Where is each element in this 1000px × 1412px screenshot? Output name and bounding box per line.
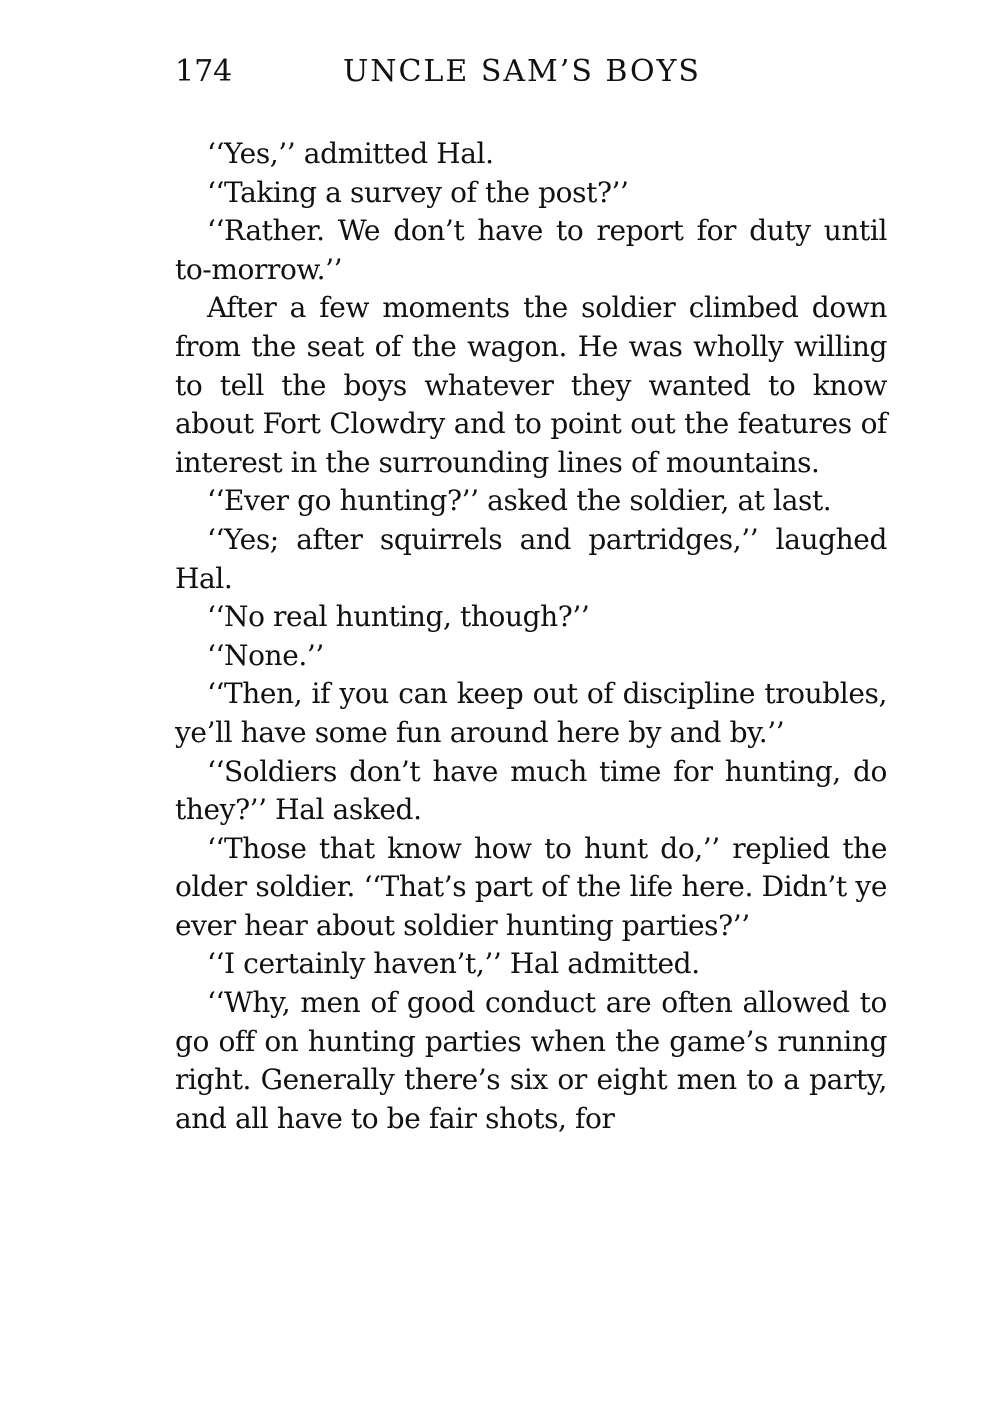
paragraph: ‘‘Rather. We don’t have to report for duty until to-morrow.’’ xyxy=(175,214,887,286)
running-title: UNCLE SAM’S BOYS xyxy=(343,54,701,89)
paragraph: ‘‘Ever go hunting?’’ asked the soldier, at last. xyxy=(207,484,832,518)
page-number: 174 xyxy=(175,54,233,89)
paragraph: ‘‘Yes,’’ admitted Hal. xyxy=(207,137,494,170)
paragraph: ‘‘Those that know how to hunt do,’’ replied the older soldier. ‘‘That’s part of the life here. Didn’t ye ever hear about soldier hunting parties?’’ xyxy=(175,831,887,942)
paragraph: ‘‘Taking a survey of the post?’’ xyxy=(207,175,629,209)
body-text xyxy=(175,135,887,1138)
paragraph: ‘‘Yes; after squirrels and partridges,’’ laughed Hal. xyxy=(175,522,887,595)
paragraph: ‘‘No real hunting, though?’’ xyxy=(207,600,590,634)
paragraph: After a few moments the soldier climbed down from the seat of the wagon. He was wholly willing to tell the boys whatever they wanted to know about Fort Clowdry and to point out the features of interest in the surrounding lines of mountains. xyxy=(175,291,887,479)
paragraph: ‘‘Then, if you can keep out of discipline troubles, ye’ll have some fun around here by and by.’’ xyxy=(175,677,887,749)
running-head xyxy=(175,50,887,94)
paragraph: ‘‘Soldiers don’t have much time for hunting, do they?’’ Hal asked. xyxy=(175,754,887,827)
paragraph: ‘‘I certainly haven’t,’’ Hal admitted. xyxy=(207,947,700,981)
paragraph: ‘‘Why, men of good conduct are often allowed to go off on hunting parties when the game’s running right. Generally there’s six or eight men to a party, and all have to be fair shots, for xyxy=(175,986,887,1135)
paragraph: ‘‘None.’’ xyxy=(207,638,324,672)
